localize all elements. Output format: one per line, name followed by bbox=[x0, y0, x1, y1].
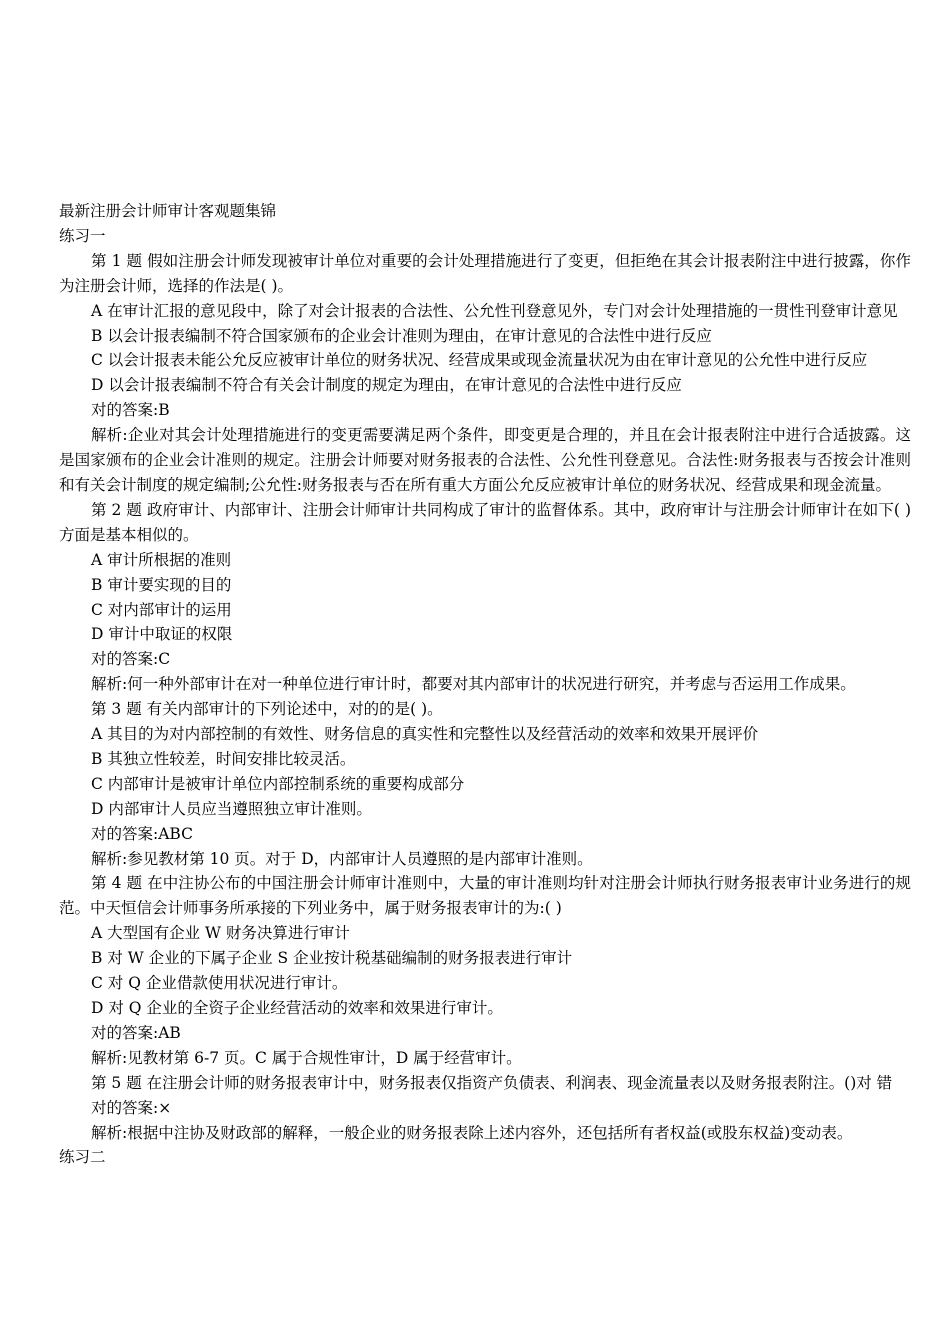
question-1-option-d: D 以会计报表编制不符合有关会计制度的规定为理由，在审计意见的合法性中进行反应 bbox=[91, 376, 682, 395]
question-1-option-b: B 以会计报表编制不符合国家颁布的企业会计准则为理由，在审计意见的合法性中进行反应 bbox=[91, 326, 712, 345]
question-3-option-d: D 内部审计人员应当遵照独立审计准则。 bbox=[91, 799, 372, 818]
question-1-option-c: C 以会计报表未能公允反应被审计单位的财务状况、经营成果或现金流量状况为由在审计意见的公允性中进行反应 bbox=[91, 351, 868, 370]
document-title: 最新注册会计师审计客观题集锦 bbox=[59, 202, 277, 220]
question-4-option-c: C 对 Q 企业借款使用状况进行审计。 bbox=[91, 974, 348, 993]
document-body bbox=[59, 199, 911, 1170]
question-3-option-b: B 其独立性较差，时间安排比较灵活。 bbox=[91, 749, 356, 768]
question-5-answer: 对的答案:× bbox=[91, 1098, 172, 1117]
question-4-answer: 对的答案:AB bbox=[91, 1023, 181, 1042]
question-2-option-d: D 审计中取证的权限 bbox=[91, 625, 233, 644]
question-4-option-a: A 大型国有企业 W 财务决算进行审计 bbox=[91, 924, 350, 943]
question-4-option-b: B 对 W 企业的下属子企业 S 企业按计税基础编制的财务报表进行审计 bbox=[91, 949, 573, 968]
question-2-analysis: 解析:何一种外部审计在对一种单位进行审计时，都要对其内部审计的状况进行研究，并考虑与否运用工作成果。 bbox=[91, 675, 856, 694]
section-heading-2: 练习二 bbox=[59, 1148, 106, 1167]
question-1-answer: 对的答案:B bbox=[91, 401, 170, 420]
question-1-option-a: A 在审计汇报的意见段中，除了对会计报表的合法性、公允性刊登意见外，专门对会计处理措施的一贯性刊登审计意见 bbox=[91, 301, 898, 320]
question-5-stem: 第 5 题 在注册会计师的财务报表审计中，财务报表仅指资产负债表、利润表、现金流量表以及财务报表附注。()对 错 bbox=[91, 1073, 893, 1092]
question-3-option-c: C 内部审计是被审计单位内部控制系统的重要构成部分 bbox=[91, 774, 465, 793]
question-5-analysis: 解析:根据中注协及财政部的解释，一般企业的财务报表除上述内容外，还包括所有者权益(或股东权益)变动表。 bbox=[91, 1123, 853, 1142]
question-2-option-b: B 审计要实现的目的 bbox=[91, 575, 232, 594]
question-3-analysis: 解析:参见教材第 10 页。对于 D，内部审计人员遵照的是内部审计准则。 bbox=[91, 849, 593, 868]
question-2-answer: 对的答案:C bbox=[91, 650, 171, 669]
question-3-stem: 第 3 题 有关内部审计的下列论述中，对的的是( )。 bbox=[91, 700, 443, 719]
question-1-analysis: 解析:企业对其会计处理措施进行的变更需要满足两个条件，即变更是合理的，并且在会计报表附注中进行合适披露。这是国家颁布的企业会计准则的规定。注册会计师要对财务报表的合法性、公允性刊登意见。合法性:财务报表与否按会计准则和有关会计制度的规定编制;公允性:财务报表与否在所有重大方面公允反应被审计单位的财务状况、经营成果和现金流量。 bbox=[59, 426, 911, 494]
question-4-option-d: D 对 Q 企业的全资子企业经营活动的效率和效果进行审计。 bbox=[91, 999, 503, 1017]
question-2-option-c: C 对内部审计的运用 bbox=[91, 600, 232, 619]
question-1-stem: 第 1 题 假如注册会计师发现被审计单位对重要的会计处理措施进行了变更，但拒绝在其会计报表附注中进行披露，你作为注册会计师，选择的作法是( )。 bbox=[59, 251, 911, 295]
question-2-stem: 第 2 题 政府审计、内部审计、注册会计师审计共同构成了审计的监督体系。其中，政府审计与注册会计师审计在如下( )方面是基本相似的。 bbox=[59, 500, 911, 544]
question-3-option-a: A 其目的为对内部控制的有效性、财务信息的真实性和完整性以及经营活动的效率和效果开展评价 bbox=[91, 725, 759, 744]
question-4-stem: 第 4 题 在中注协公布的中国注册会计师审计准则中，大量的审计准则均针对注册会计师执行财务报表审计业务进行的规范。中天恒信会计师事务所承接的下列业务中，属于财务报表审计的为:( ) bbox=[59, 874, 911, 918]
section-heading-1: 练习一 bbox=[59, 226, 106, 245]
question-2-option-a: A 审计所根据的准则 bbox=[91, 550, 232, 569]
question-4-analysis: 解析:见教材第 6-7 页。C 属于合规性审计，D 属于经营审计。 bbox=[91, 1048, 522, 1067]
question-3-answer: 对的答案:ABC bbox=[91, 824, 193, 843]
